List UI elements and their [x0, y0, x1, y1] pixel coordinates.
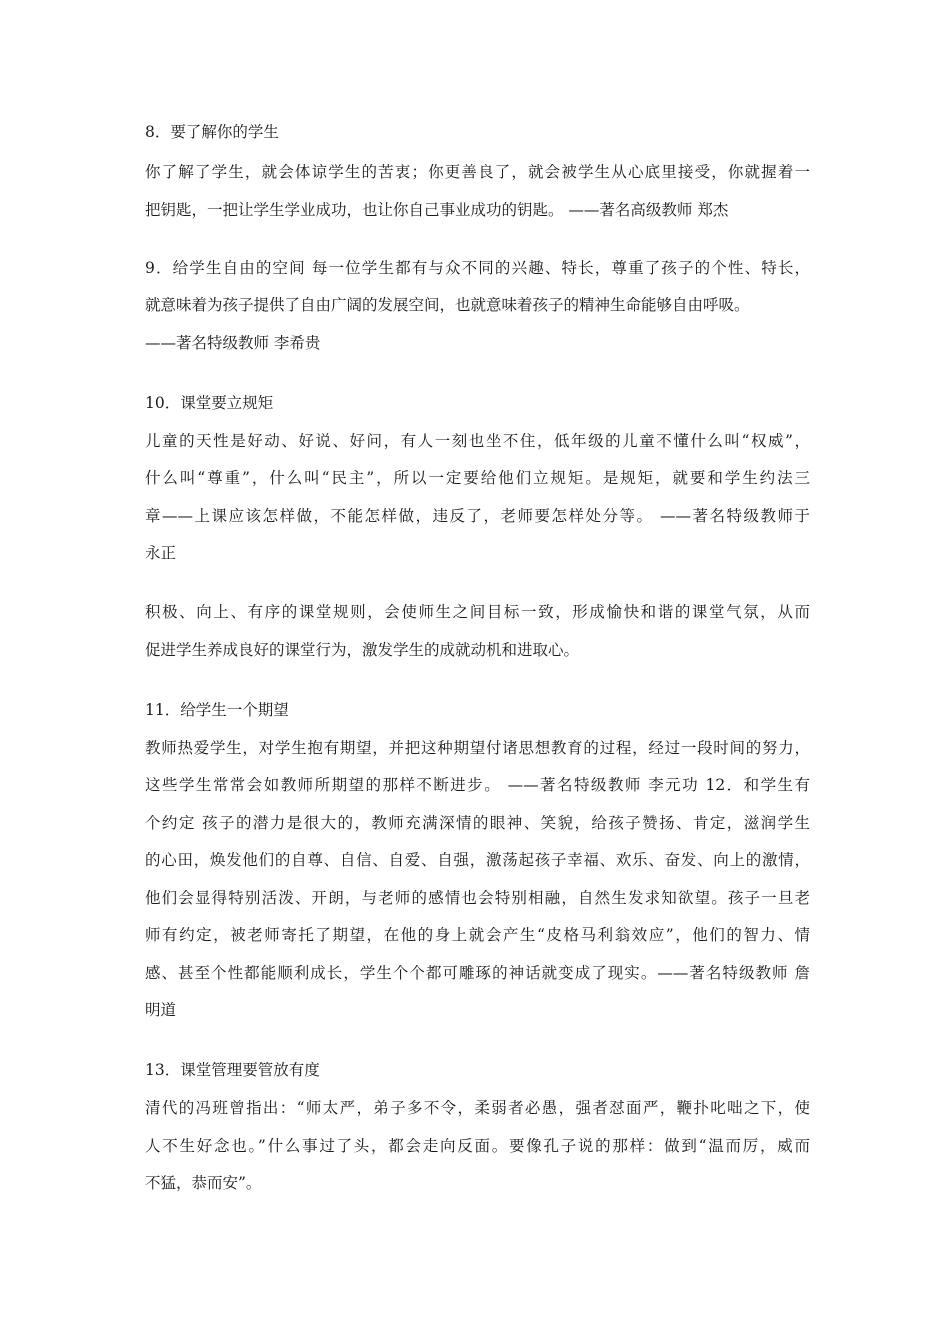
section-heading: 8．要了解你的学生	[145, 123, 279, 141]
paragraph-line: 的心田，焕发他们的自尊、自信、自爱、自强，激荡起孩子幸福、欢乐、奋发、向上的激情，	[145, 851, 810, 869]
paragraph-line: 明道	[145, 1001, 177, 1019]
paragraph-line: 不猛，恭而安”。	[145, 1174, 262, 1192]
paragraph-line: 章——上课应该怎样做，不能怎样做，违反了，老师要怎样处分等。 ——著名特级教师于	[145, 507, 810, 525]
paragraph-line: 积极、向上、有序的课堂规则，会使师生之间目标一致，形成愉快和谐的课堂气氛，从而	[145, 603, 810, 621]
paragraph-line: 儿童的天性是好动、好说、好问，有人一刻也坐不住，低年级的儿童不懂什么叫“权威”，	[145, 432, 810, 450]
paragraph-line: ——著名特级教师 李希贵	[145, 334, 321, 352]
paragraph-line: 人不生好念也。”什么事过了头，都会走向反面。要像孔子说的那样：做到“温而厉，威而	[145, 1137, 810, 1155]
paragraph-line: 9．给学生自由的空间 每一位学生都有与众不同的兴趣、特长，尊重了孩子的个性、特长，	[145, 259, 810, 277]
paragraph-line: 师有约定，被老师寄托了期望，在他的身上就会产生“皮格马利翁效应”，他们的智力、情	[145, 926, 810, 944]
paragraph-line: 把钥匙，一把让学生学业成功，也让你自己事业成功的钥匙。 ——著名高级教师 郑杰	[145, 201, 729, 219]
paragraph-line: 他们会显得特别活泼、开朗，与老师的感情也会特别相融，自然生发求知欲望。孩子一旦老	[145, 889, 810, 907]
section-heading: 11．给学生一个期望	[145, 701, 289, 719]
paragraph-line: 清代的冯班曾指出：“师太严，弟子多不令，柔弱者必愚，强者怼面严，鞭扑叱咄之下，使	[145, 1099, 810, 1117]
paragraph-line: 个约定 孩子的潜力是很大的，教师充满深情的眼神、笑貌，给孩子赞扬、肯定，滋润学生	[145, 814, 810, 832]
paragraph-line: 就意味着为孩子提供了自由广阔的发展空间，也就意味着孩子的精神生命能够自由呼吸。	[145, 296, 750, 314]
paragraph-line: 你了解了学生，就会体谅学生的苦衷；你更善良了，就会被学生从心底里接受，你就握着一	[145, 163, 810, 181]
paragraph-line: 什么叫“尊重”，什么叫“民主”，所以一定要给他们立规矩。是规矩，就要和学生约法三	[145, 469, 810, 487]
paragraph-line: 永正	[145, 544, 177, 562]
paragraph-line: 教师热爱学生，对学生抱有期望，并把这种期望付诸思想教育的过程，经过一段时间的努力，	[145, 739, 810, 757]
section-heading: 13．课堂管理要管放有度	[145, 1061, 320, 1079]
paragraph-line: 这些学生常常会如教师所期望的那样不断进步。 ——著名特级教师 李元功 12．和学生有	[145, 776, 810, 794]
section-heading: 10．课堂要立规矩	[145, 394, 274, 412]
paragraph-line: 促进学生养成良好的课堂行为，激发学生的成就动机和进取心。	[145, 641, 580, 659]
paragraph-line: 感、甚至个性都能顺利成长，学生个个都可雕琢的神话就变成了现实。——著名特级教师 詹	[145, 964, 810, 982]
